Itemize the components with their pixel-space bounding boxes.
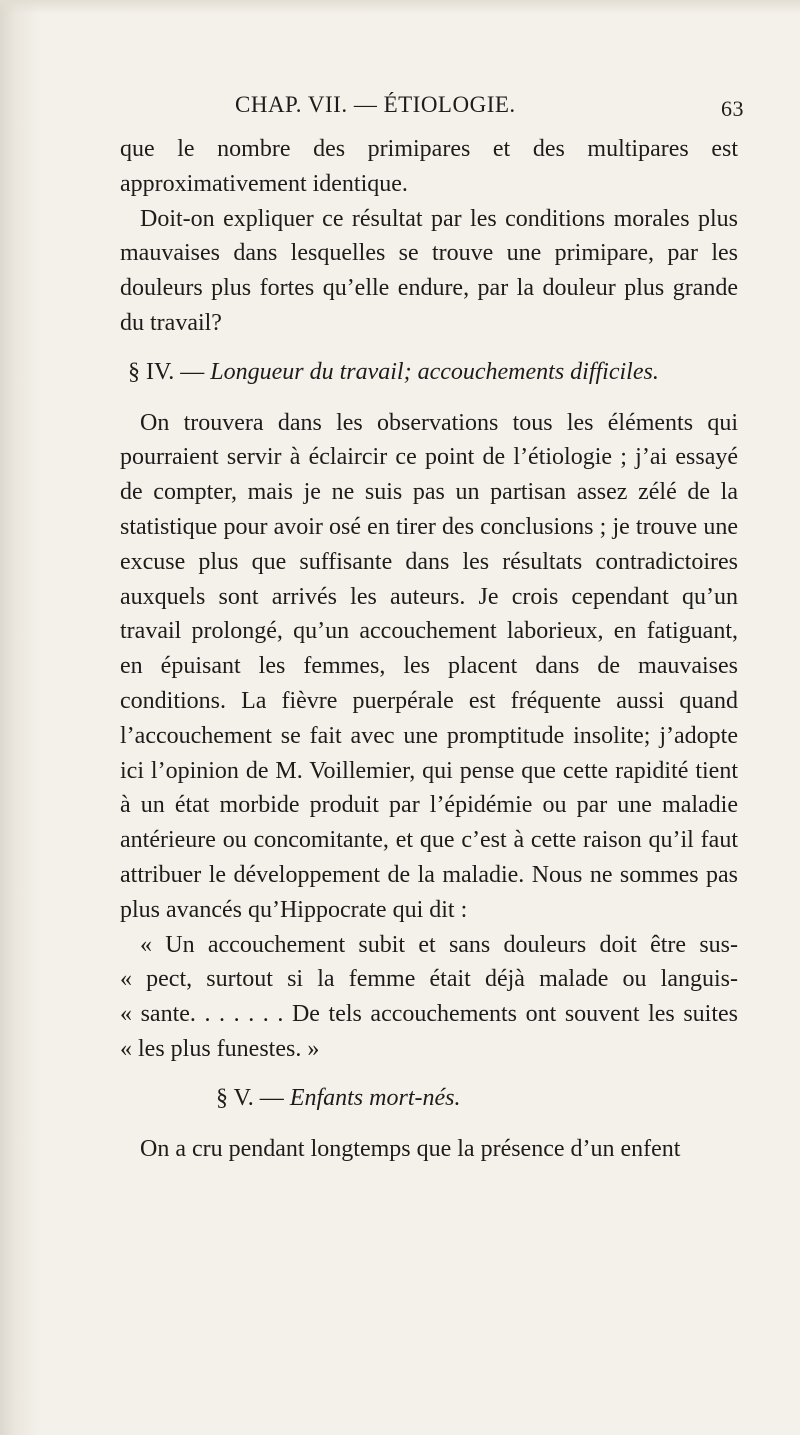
page-text: [120, 92, 744, 1166]
quote-line: « Un accouchement subit et sans douleurs doit être sus-: [140, 931, 738, 958]
paragraph-2: Doit-on expliquer ce résultat par les conditions morales plus mauvaises dans lesquelles se trouve une primipare, par les douleurs plus fortes qu’elle endure, par la douleur plus grande du travail?: [120, 205, 738, 336]
section-heading-v: [216, 1081, 738, 1116]
paragraph-1: que le nombre des primipares et des multipares est approximativement identique.: [120, 136, 738, 197]
quote-line: « les plus funestes. »: [120, 1035, 320, 1062]
section-title: Enfants mort-nés.: [289, 1084, 461, 1111]
section-label: § V. —: [216, 1084, 290, 1111]
paragraph-4: On a cru pendant longtemps que la présence d’un enfent: [140, 1135, 681, 1162]
chapter-title: CHAP. VII. — ÉTIOLOGIE.: [235, 92, 516, 117]
section-label: § IV. —: [128, 358, 211, 385]
quote-line: « sante. . . . . . . De tels accouchements ont souvent les suites: [120, 1001, 738, 1028]
top-edge-shadow: [0, 0, 800, 14]
page-edge-shadow: [0, 0, 40, 1435]
quote-line: « pect, surtout si la femme était déjà malade ou languis-: [120, 966, 738, 993]
page-number: 63: [721, 96, 744, 121]
paragraph-3: On trouvera dans les observations tous les éléments qui pourraient servir à éclaircir ce point de l’étiologie ; j’ai essayé de compter, mais je ne suis pas un partisan assez zélé de la statistique pour avoir osé en tirer des conclusions ; je trouve une excuse plus que suffisante dans les résultats contradictoires auxquels sont arrivés les auteurs. Je crois cependant qu’un travail prolongé, qu’un accouchement laborieux, en fatiguant, en épuisant les femmes, les placent dans de mauvaises conditions. La fièvre puerpérale est fréquente aussi quand l’accouchement se fait avec une promptitude insolite; j’adopte ici l’opinion de M. Voillemier, qui pense que cette rapidité tient à un état morbide produit par l’épidémie ou par une maladie antérieure ou concomitante, et que c’est à cette raison qu’il faut attribuer le développement de la maladie. Nous ne sommes pas plus avancés qu’Hippocrate qui dit :: [120, 409, 738, 923]
section-heading-iv: [128, 355, 738, 390]
section-title: Longueur du travail; accouchements difficiles.: [210, 358, 659, 385]
running-head: [120, 92, 744, 132]
quotation-hippocrate: [120, 928, 738, 1067]
